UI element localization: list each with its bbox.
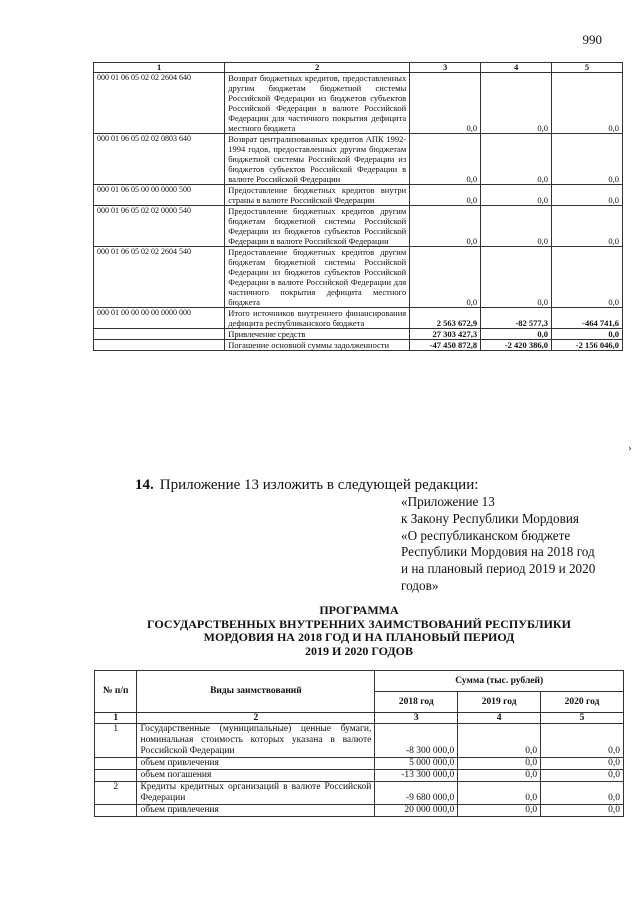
- annex-line: «О республиканском бюджете: [401, 527, 571, 543]
- source-name: Возврат бюджетных кредитов, предоставленных другим бюджетам бюджетной системы Российской Федерации из бюджетов субъектов Российской Федерации в валюте Российской Федерации для частичного покрытия дефицита местного бюджета: [225, 73, 410, 134]
- amount-2019: 0,0: [458, 758, 541, 770]
- amount-2018: 20 000 000,0: [375, 805, 458, 817]
- amount-2018: -9 680 000,0: [375, 782, 458, 805]
- budget-code: 000 01 06 05 02 02 0000 540: [94, 206, 225, 247]
- amount-2020: 0,0: [541, 770, 624, 782]
- table-header-row: [94, 63, 623, 73]
- program-title-line: МОРДОВИЯ НА 2018 ГОД И НА ПЛАНОВЫЙ ПЕРИОД: [203, 630, 515, 644]
- budget-code: [94, 340, 225, 351]
- amount-2018: -47 450 872,8: [410, 340, 481, 351]
- column-header: 3: [410, 63, 481, 73]
- table-row: [94, 206, 623, 247]
- column-header: 4: [481, 63, 552, 73]
- borrowing-kind: объем привлечения: [137, 758, 375, 770]
- amount-2018: 0,0: [410, 73, 481, 134]
- table-row: [94, 185, 623, 206]
- table-row: [95, 770, 624, 782]
- row-number: [95, 805, 137, 817]
- table-row: [95, 724, 624, 758]
- annex-reference: [401, 494, 631, 595]
- amount-2020: 0,0: [552, 73, 623, 134]
- amount-2019: -82 577,3: [481, 308, 552, 329]
- table-row: [94, 340, 623, 351]
- annex-line: годов»: [401, 577, 439, 593]
- amount-2019: 0,0: [481, 134, 552, 185]
- amount-2020: -464 741,6: [552, 308, 623, 329]
- amount-2020: 0,0: [541, 758, 624, 770]
- program-title-line: ПРОГРАММА: [319, 603, 399, 617]
- column-number-row: [95, 713, 624, 724]
- annex-line: Республики Мордовия на 2018 год: [401, 544, 595, 560]
- row-number: 1: [95, 724, 137, 758]
- page-number: 990: [582, 32, 602, 47]
- amount-2019: -2 420 386,0: [481, 340, 552, 351]
- table-row: [95, 758, 624, 770]
- amount-2020: 0,0: [552, 185, 623, 206]
- column-number: 2: [137, 713, 375, 724]
- amount-2019: 0,0: [481, 185, 552, 206]
- column-number: 4: [458, 713, 541, 724]
- amount-2020: 0,0: [541, 782, 624, 805]
- amount-2019: 0,0: [458, 805, 541, 817]
- table-header-row: [95, 671, 624, 692]
- borrowing-program-table: [94, 670, 624, 817]
- program-title-line: ГОСУДАРСТВЕННЫХ ВНУТРЕННИХ ЗАИМСТВОВАНИЙ РЕСПУБЛИКИ: [147, 616, 571, 631]
- budget-code: 000 01 06 05 02 02 2604 540: [94, 247, 225, 308]
- amount-2020: 0,0: [552, 206, 623, 247]
- budget-code: 000 01 06 05 00 00 0000 500: [94, 185, 225, 206]
- column-header: 1: [94, 63, 225, 73]
- table-row: [94, 329, 623, 340]
- margin-mark: ›: [628, 442, 632, 454]
- budget-code: [94, 329, 225, 340]
- source-name: Возврат централизованных кредитов АПК 1992-1994 годов, предоставленных другим бюджетам бюджетной системы Российской Федерации из бюджетов субъектов Российской Федерации в валюте Российской Федерации: [225, 134, 410, 185]
- program-title-line: 2019 И 2020 ГОДОВ: [305, 643, 413, 658]
- header-sum: Сумма (тыс. рублей): [375, 671, 624, 692]
- amount-2018: -13 300 000,0: [375, 770, 458, 782]
- amount-2020: 0,0: [541, 724, 624, 758]
- table-row: [95, 805, 624, 817]
- borrowing-kind: объем привлечения: [137, 805, 375, 817]
- amount-2019: 0,0: [458, 770, 541, 782]
- table-row: [94, 247, 623, 308]
- amount-2018: 0,0: [410, 185, 481, 206]
- annex-line: к Закону Республики Мордовия: [401, 510, 579, 526]
- amount-2018: 0,0: [410, 247, 481, 308]
- header-year: 2018 год: [375, 692, 458, 713]
- header-year: 2019 год: [458, 692, 541, 713]
- column-header: 2: [225, 63, 410, 73]
- source-name: Итого источников внутреннего финансирования дефицита республиканского бюджета: [225, 308, 410, 329]
- amount-2020: 0,0: [552, 247, 623, 308]
- table-row: [94, 308, 623, 329]
- table-row: [94, 134, 623, 185]
- amount-2019: 0,0: [458, 724, 541, 758]
- column-number: 1: [95, 713, 137, 724]
- amount-2020: 0,0: [552, 329, 623, 340]
- column-header: 5: [552, 63, 623, 73]
- paragraph-number: 14.: [135, 477, 154, 493]
- amount-2019: 0,0: [458, 782, 541, 805]
- source-name: Привлечение средств: [225, 329, 410, 340]
- header-year: 2020 год: [541, 692, 624, 713]
- annex-line: и на плановый период 2019 и 2020: [401, 561, 596, 577]
- amount-2018: 5 000 000,0: [375, 758, 458, 770]
- borrowing-kind: объем погашения: [137, 770, 375, 782]
- amount-2018: 27 303 427,3: [410, 329, 481, 340]
- borrowing-kind: Государственные (муниципальные) ценные бумаги, номинальная стоимость которых указана в валюте Российской Федерации: [137, 724, 375, 758]
- amount-2018: 2 563 672,9: [410, 308, 481, 329]
- amount-2018: 0,0: [410, 206, 481, 247]
- header-number: № п/п: [95, 671, 137, 713]
- amendment-paragraph: [135, 477, 478, 494]
- budget-code: 000 01 00 00 00 00 0000 000: [94, 308, 225, 329]
- paragraph-text: Приложение 13 изложить в следующей редакции:: [159, 477, 479, 493]
- amount-2019: 0,0: [481, 329, 552, 340]
- sources-financing-table: [93, 62, 623, 351]
- row-number: [95, 770, 137, 782]
- amount-2020: -2 156 046,0: [552, 340, 623, 351]
- table-row: [94, 73, 623, 134]
- source-name: Предоставление бюджетных кредитов другим бюджетам бюджетной системы Российской Федерации из бюджетов субъектов Российской Федерации в валюте Российской Федерации для частичного покрытия дефицита местного бюджета: [225, 247, 410, 308]
- amount-2018: -8 300 000,0: [375, 724, 458, 758]
- borrowing-kind: Кредиты кредитных организаций в валюте Российской Федерации: [137, 782, 375, 805]
- amount-2019: 0,0: [481, 247, 552, 308]
- budget-code: 000 01 06 05 02 02 0803 640: [94, 134, 225, 185]
- amount-2019: 0,0: [481, 206, 552, 247]
- row-number: 2: [95, 782, 137, 805]
- amount-2018: 0,0: [410, 134, 481, 185]
- amount-2019: 0,0: [481, 73, 552, 134]
- row-number: [95, 758, 137, 770]
- column-number: 5: [541, 713, 624, 724]
- table-row: [95, 782, 624, 805]
- annex-line: «Приложение 13: [401, 494, 495, 509]
- column-number: 3: [375, 713, 458, 724]
- source-name: Предоставление бюджетных кредитов другим бюджетам бюджетной системы Российской Федерации из бюджетов субъектов Российской Федерации в валюте Российской Федерации: [225, 206, 410, 247]
- budget-code: 000 01 06 05 02 02 2604 640: [94, 73, 225, 134]
- program-title: [94, 604, 624, 658]
- amount-2020: 0,0: [541, 805, 624, 817]
- source-name: Погашение основной суммы задолженности: [225, 340, 410, 351]
- source-name: Предоставление бюджетных кредитов внутри страны в валюте Российской Федерации: [225, 185, 410, 206]
- header-borrowing-kind: Виды заимствований: [137, 671, 375, 713]
- amount-2020: 0,0: [552, 134, 623, 185]
